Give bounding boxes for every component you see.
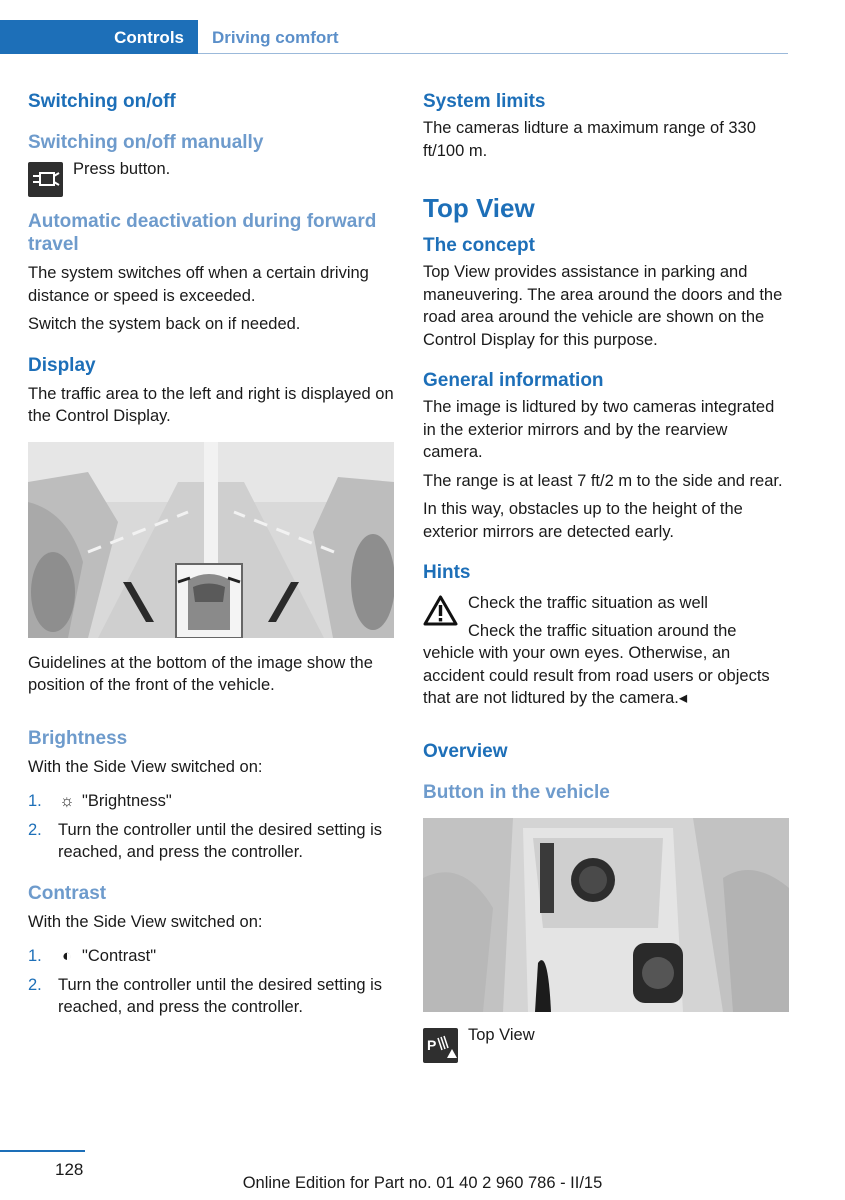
warning-icon — [423, 594, 458, 627]
header-rule — [198, 53, 788, 54]
heading-system-limits: System limits — [423, 91, 546, 112]
brightness-icon: ☼ — [59, 792, 75, 810]
list-item: 2. Turn the controller until the desired setting is reached, and press the controller. — [28, 975, 383, 1016]
heading-overview: Overview — [423, 740, 508, 762]
heading-brightness: Brightness — [28, 727, 128, 749]
svg-text:P: P — [427, 1036, 437, 1053]
top-view-button-row — [423, 1026, 789, 1070]
center-console-image — [423, 818, 789, 1012]
warning-title: Check the traffic situation as well — [468, 594, 708, 612]
section-tab: Controls — [0, 20, 198, 54]
left-column — [28, 90, 396, 1025]
heading-general-information: General information — [423, 370, 604, 391]
heading-auto-deactivation: Automatic deactivation during forward travel — [28, 211, 377, 255]
side-view-image — [28, 442, 394, 638]
heading-contrast: Contrast — [28, 882, 107, 904]
brightness-intro: With the Side View switched on: — [28, 757, 263, 776]
general-paragraph-2: The range is at least 7 ft/2 m to the side and rear. — [423, 471, 783, 490]
contrast-icon: ◐ — [62, 947, 72, 965]
guidelines-paragraph: Guidelines at the bottom of the image show the position of the front of the vehicle. — [28, 653, 373, 694]
edition-note: Online Edition for Part no. 01 40 2 960 786 - II/15 — [242, 1174, 603, 1192]
footer-rule — [0, 1150, 85, 1152]
subsection-label: Driving comfort — [212, 28, 339, 47]
list-item: 1. ◐ "Contrast" — [28, 945, 396, 968]
general-paragraph-1: The image is lidtured by two cameras integrated in the exterior mirrors and by the rearview camera. — [423, 398, 775, 461]
right-column — [423, 90, 789, 1070]
heading-display: Display — [28, 354, 96, 376]
side-view-button-row — [28, 160, 396, 204]
auto-paragraph-2: Switch the system back on if needed. — [28, 315, 301, 333]
heading-switching: Switching on/off — [28, 91, 176, 112]
list-item: 2. Turn the controller until the desired setting is reached, and press the controller. — [28, 820, 383, 861]
warning-body: Check the traffic situation around the vehicle with your own eyes. Otherwise, an accident could result from road users or objects that are not lidtured by the camera.◂ — [423, 621, 770, 707]
heading-manual: Switching on/off manually — [28, 132, 264, 153]
press-button-text: Press button. — [73, 160, 171, 178]
concept-paragraph: Top View provides assistance in parking and maneuvering. The area around the doors and the road area around the vehicle are shown on the Control Display for this purpose. — [423, 263, 783, 349]
page-header — [0, 0, 845, 54]
limits-paragraph: The cameras lidture a maximum range of 330 ft/100 m. — [423, 119, 756, 160]
contrast-intro: With the Side View switched on: — [28, 912, 263, 931]
brightness-steps — [28, 790, 396, 864]
heading-top-view: Top View — [423, 193, 535, 223]
general-paragraph-3: In this way, obstacles up to the height of the exterior mirrors are detected early. — [423, 500, 743, 541]
heading-concept: The concept — [423, 235, 535, 256]
contrast-steps — [28, 945, 396, 1019]
heading-button-in-vehicle: Button in the vehicle — [423, 781, 610, 803]
auto-paragraph-1: The system switches off when a certain driving distance or speed is exceeded. — [28, 264, 369, 305]
heading-hints: Hints — [423, 562, 471, 583]
page-number: 128 — [55, 1160, 84, 1179]
parking-assist-button-icon — [423, 1028, 458, 1063]
display-paragraph: The traffic area to the left and right is displayed on the Control Display. — [28, 384, 394, 425]
side-view-button-icon — [28, 162, 63, 197]
warning-note — [423, 592, 789, 710]
top-view-label: Top View — [468, 1025, 535, 1044]
list-item: 1. ☼ "Brightness" — [28, 790, 396, 813]
